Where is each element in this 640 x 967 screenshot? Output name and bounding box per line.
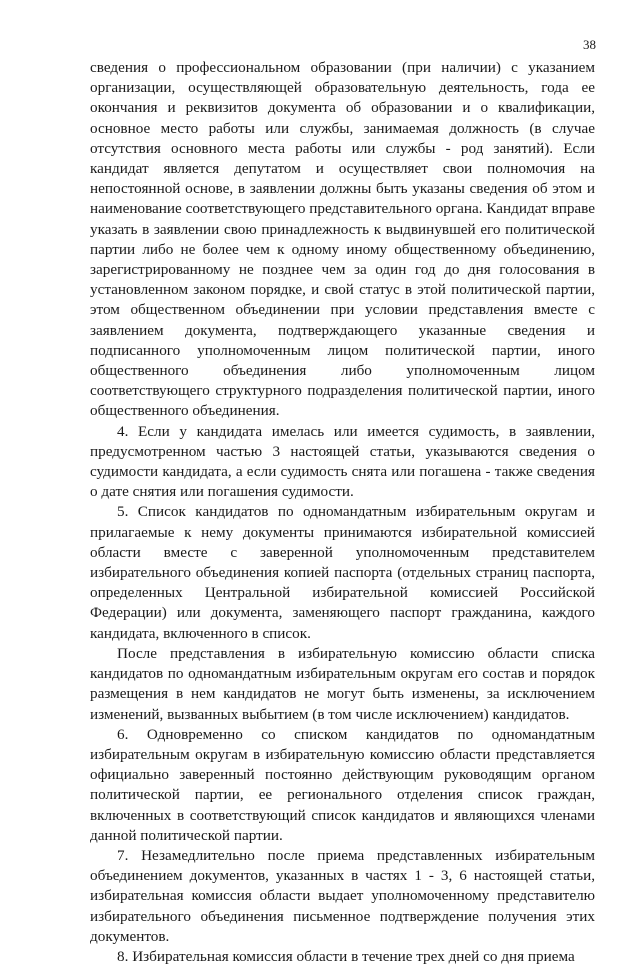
document-body bbox=[90, 58, 595, 967]
paragraph-5: 5. Список кандидатов по одномандатным избирательным округам и прилагаемые к нему документы принимаются избирательной комиссией области вместе с заверенной уполномоченным представителем избирательного объединения копией паспорта (отдельных страниц паспорта, определенных Центральной избирательной комиссией Российской Федерации) или документа, заменяющего паспорт гражданина, каждого кандидата, включенного в список. bbox=[90, 503, 595, 642]
paragraph-7: 7. Незамедлительно после приема представленных избирательным объединением документов, указанных в частях 1 - 3, 6 настоящей статьи, избирательная комиссия области выдает уполномоченному представителю избирательного объединения письменное подтверждение получения этих документов. bbox=[90, 846, 595, 945]
paragraph-5-continued: После представления в избирательную комиссию области списка кандидатов по одномандатным избирательным округам его состав и порядок размещения в нем кандидатов не могут быть изменены, за исключением изменений, вызванных выбытием (в том числе исключением) кандидатов. bbox=[90, 644, 595, 723]
paragraph-8: 8. Избирательная комиссия области в течение трех дней со дня приема bbox=[117, 947, 575, 965]
paragraph-continuation: сведения о профессиональном образовании (при наличии) с указанием организации, осуществляющей образовательную деятельность, года ее окончания и реквизитов документа об образовании и о квалификации, основное место работы или службы, занимаемая должность (в случае отсутствия основного места работы или службы - род занятий). Если кандидат является депутатом и осуществляет свои полномочия на непостоянной основе, в заявлении должны быть указаны сведения об этом и наименование соответствующего представительного органа. Кандидат вправе указать в заявлении свою принадлежность к выдвинувшей его политической партии либо не более чем к одному иному общественному объединению, зарегистрированному не позднее чем за один год до дня голосования в установленном законом порядке, и свой статус в этой политической партии, этом общественном объединении при условии представления вместе с заявлением документа, подтверждающего указанные сведения и подписанного уполномоченным лицом политической партии, иного общественного объединения либо уполномоченным лицом соответствующего структурного подразделения политической партии, иного общественного объединения. bbox=[90, 59, 595, 420]
paragraph-4: 4. Если у кандидата имелась или имеется судимость, в заявлении, предусмотренном частью 3 настоящей статьи, указываются сведения о судимости кандидата, а если судимость снята или погашена - также сведения о дате снятия или погашения судимости. bbox=[90, 422, 595, 501]
paragraph-6: 6. Одновременно со списком кандидатов по одномандатным избирательным округам в избирательную комиссию области представляется официально заверенный постоянно действующим руководящим органом политической партии, ее регионального отделения список граждан, включенных в соответствующий список кандидатов и являющихся членами данной политической партии. bbox=[90, 725, 595, 844]
page-number: 38 bbox=[583, 37, 596, 52]
